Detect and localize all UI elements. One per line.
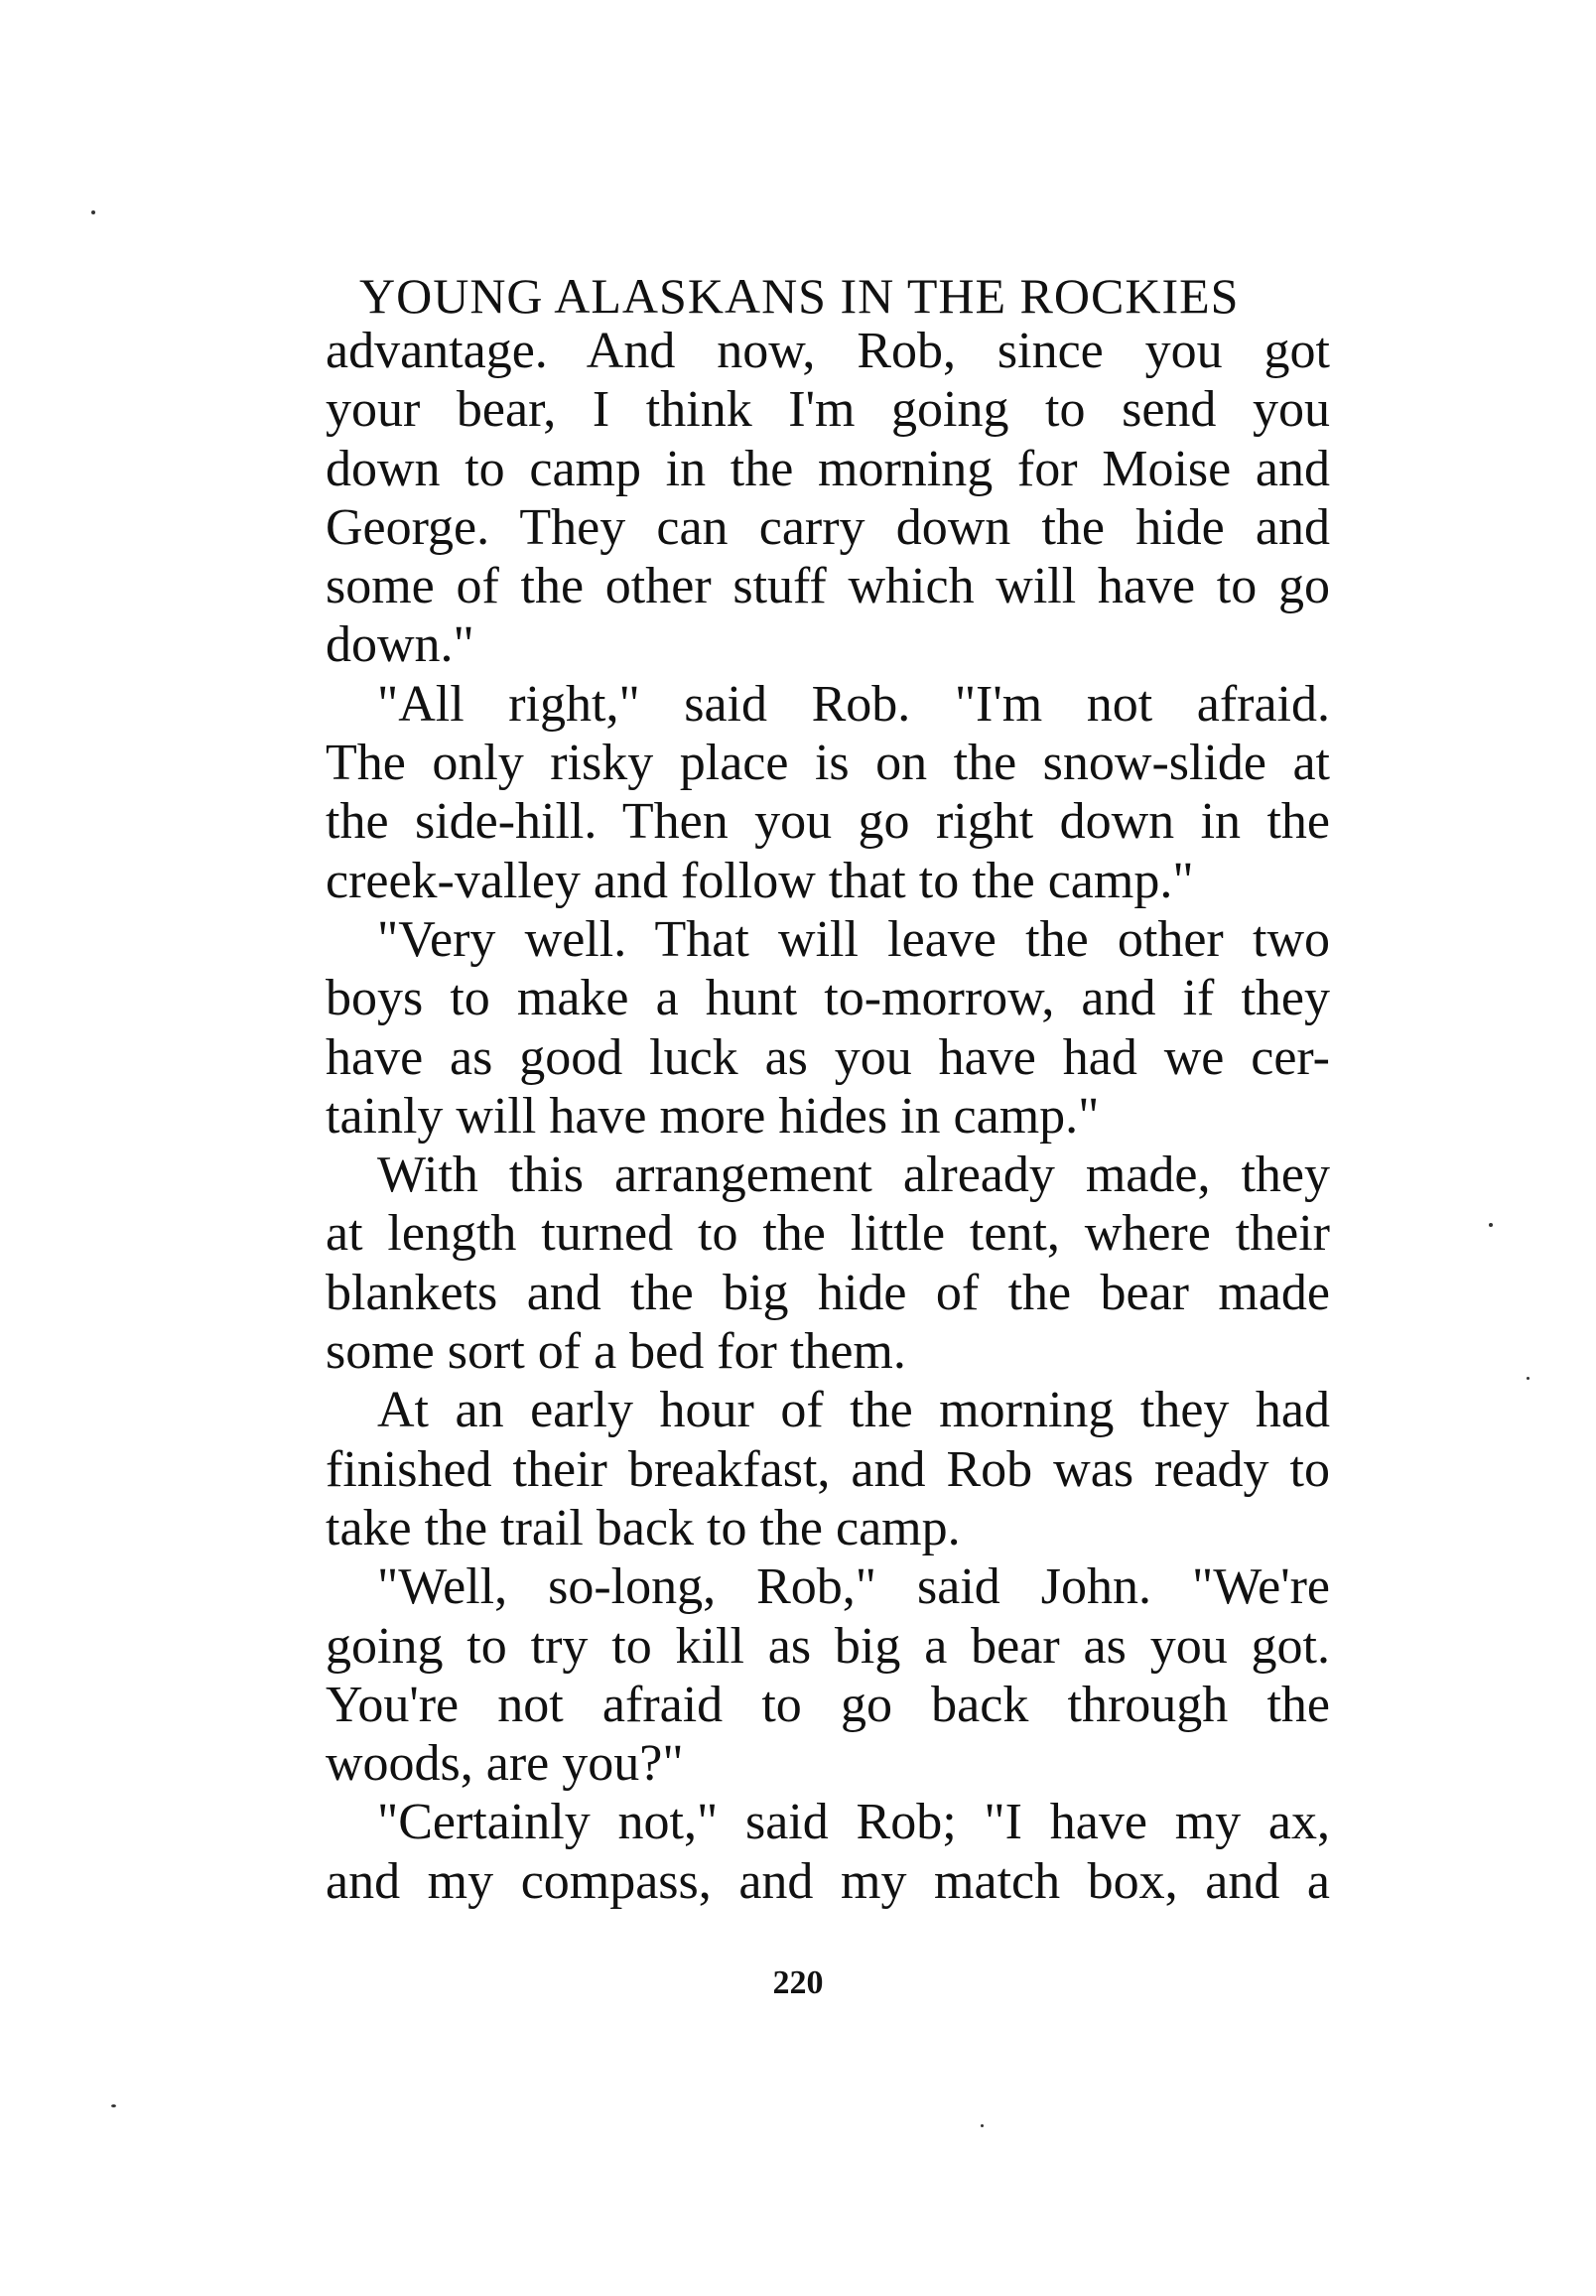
text-line: at length turned to the little tent, where their — [326, 1205, 1330, 1263]
scan-speck — [91, 210, 95, 214]
text-line: With this arrangement already made, they — [377, 1147, 1330, 1204]
text-line: have as good luck as you have had we cer- — [326, 1028, 1330, 1086]
scan-speck — [111, 2104, 116, 2107]
text-line: tainly will have more hides in camp." — [326, 1087, 1100, 1145]
text-line: and my compass, and my match box, and a — [326, 1852, 1330, 1910]
scan-speck — [1489, 1223, 1493, 1227]
text-line: take the trail back to the camp. — [326, 1499, 961, 1556]
text-line: some sort of a bed for them. — [326, 1323, 906, 1381]
text-line: going to try to kill as big a bear as you got. — [326, 1617, 1330, 1675]
text-line: woods, are you?" — [326, 1735, 684, 1793]
text-line: At an early hour of the morning they had — [377, 1382, 1330, 1439]
text-line: boys to make a hunt to-morrow, and if they — [326, 970, 1330, 1027]
text-line: "All right," said Rob. "I'm not afraid. — [377, 675, 1330, 733]
text-line: your bear, I think I'm going to send you — [326, 381, 1330, 439]
scan-speck — [1527, 1377, 1530, 1380]
text-line: creek-valley and follow that to the camp." — [326, 852, 1194, 909]
text-line: blankets and the big hide of the bear made — [326, 1264, 1330, 1321]
running-head: YOUNG ALASKANS IN THE ROCKIES — [359, 268, 1240, 324]
text-line: finished their breakfast, and Rob was ready to — [326, 1440, 1330, 1498]
text-line: advantage. And now, Rob, since you got — [326, 323, 1330, 379]
text-line: "Certainly not," said Rob; "I have my ax, — [377, 1794, 1330, 1851]
scan-speck — [981, 2124, 984, 2127]
text-line: some of the other stuff which will have to go — [326, 558, 1330, 615]
text-line: "Very well. That will leave the other two — [377, 910, 1330, 968]
text-line: George. They can carry down the hide and — [326, 498, 1330, 556]
text-line: The only risky place is on the snow-slide at — [326, 735, 1330, 792]
text-line: down." — [326, 616, 474, 674]
page-number: 220 — [772, 1964, 824, 2001]
body-text — [326, 322, 1330, 1911]
text-line: the side-hill. Then you go right down in the — [326, 793, 1330, 851]
text-line: You're not afraid to go back through the — [326, 1676, 1330, 1733]
text-line: "Well, so-long, Rob," said John. "We're — [377, 1558, 1330, 1616]
text-line: down to camp in the morning for Moise and — [326, 440, 1330, 497]
